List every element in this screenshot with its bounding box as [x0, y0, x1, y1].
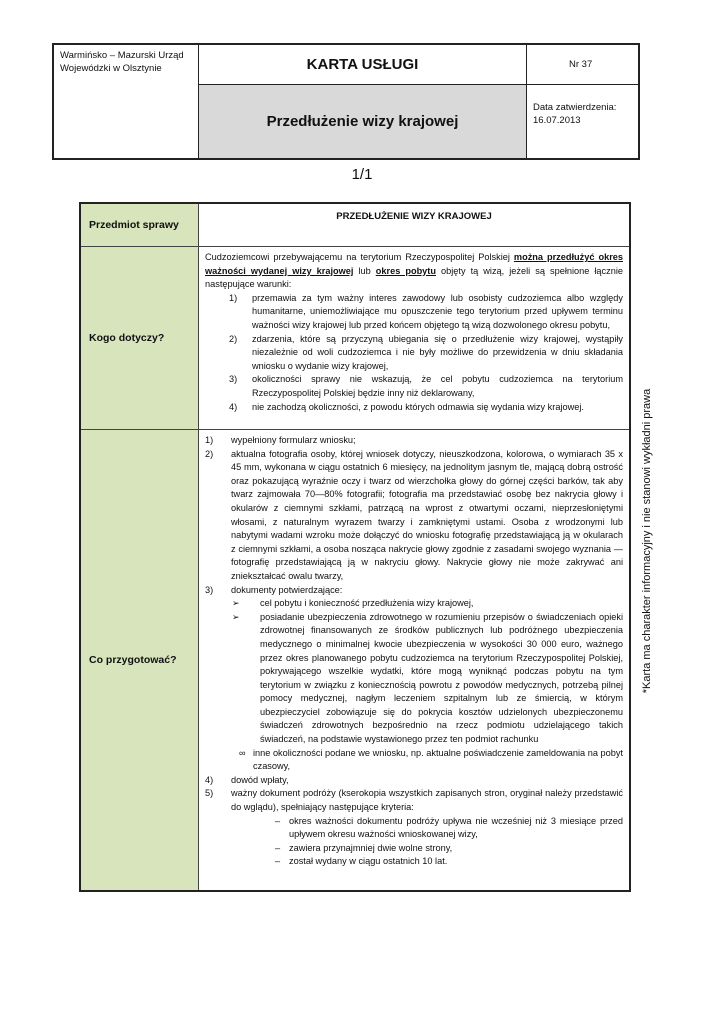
who-intro-text-1: Cudzoziemcowi przebywającemu na terytorium Rzeczypospolitej Polskiej	[205, 252, 514, 262]
who-condition-3	[205, 373, 623, 400]
prepare-subitem-insurance	[205, 611, 623, 747]
card-subtitle: Przedłużenie wizy krajowej	[199, 85, 527, 158]
row-subject	[81, 204, 629, 247]
organization-line-1: Warmińsko – Mazurski Urząd	[60, 50, 184, 61]
prepare-subitem-other	[205, 747, 623, 774]
card-number: Nr 37	[527, 45, 638, 85]
list-text: przemawia za tym ważny interes zawodowy lub osobisty cudzoziemca albo względy humanitarne, uniemożliwiające mu opuszczenie tego terytorium przed upływem terminu ważności wizy krajowej lub przed końcem objętego tą wizą dozwolonego okresu pobytu,	[252, 292, 623, 330]
side-note-text: *Karta ma charakter informacyjny i nie stanowi wykładni prawa	[641, 388, 653, 694]
prepare-criterion-2	[205, 842, 623, 856]
dash-bullet-icon: –	[275, 815, 281, 826]
infinity-bullet-icon: ∞	[239, 747, 246, 758]
side-note	[640, 376, 654, 706]
row-content-who	[199, 247, 629, 429]
prepare-subitem-purpose	[205, 597, 623, 611]
approval-date-cell	[527, 85, 638, 158]
row-content-subject	[199, 204, 629, 246]
list-text: zawiera przynajmniej dwie wolne strony,	[289, 842, 453, 853]
list-number: 3)	[205, 584, 214, 595]
who-condition-1	[205, 292, 623, 333]
prepare-item-1	[205, 434, 623, 448]
who-intro-bold-1: można przedłużyć okres ważności wydanej wizy krajowej	[205, 252, 623, 276]
list-text: zdarzenia, które są przyczyną ubiegania się o przedłużenie wizy krajowej, wystąpiły niezależnie od woli cudzoziemca i nie były możliwe do przewidzenia w dniu składania wniosku o wydanie wizy krajowej,	[252, 333, 623, 371]
row-prepare	[81, 430, 629, 890]
service-table	[79, 202, 631, 892]
list-number: 4)	[205, 774, 214, 785]
list-text: wypełniony formularz wniosku;	[231, 435, 356, 445]
prepare-item-2	[205, 448, 623, 584]
who-condition-2	[205, 333, 623, 374]
list-text: posiadanie ubezpieczenia zdrowotnego w rozumieniu przepisów o świadczeniach opieki zdrowotnej finansowanych ze środków publicznych lub podróżnego ubezpieczenia medycznego o minimalnej kwocie ubezpieczenia w wysokości 30 000 euro, ważnego przez okres planowanego pobytu cudzoziemca na terytorium Rzeczypospolitej Polskiej, pokrywającego wszelkie wydatki, które mogą wyniknąć podczas pobytu na tym terytorium w związku z koniecznością powrotu z powodów medycznych, potrzebą pilnej pomocy medycznej, nagłym leczeniem szpitalnym lub ze śmiercią, w którym ubezpieczyciel zobowiązuje się do pokrycia kosztów udzielonych ubezpieczonemu świadczeń zdrowotnych bezpośrednio na rzecz podmiotu udzielającego takich świadczeń, na podstawie wystawionego przez ten podmiot rachunku	[260, 611, 623, 745]
list-text: cel pobytu i konieczność przedłużenia wizy krajowej,	[260, 598, 474, 609]
list-text: okres ważności dokumentu podróży upływa nie wcześniej niż 3 miesiące przed upływem okresu ważności wnioskowanej wizy,	[289, 815, 623, 840]
list-text: został wydany w ciągu ostatnich 10 lat.	[289, 856, 448, 867]
list-number: 3)	[229, 374, 238, 385]
list-number: 2)	[229, 333, 238, 344]
list-text: dowód wpłaty,	[231, 774, 289, 785]
dash-bullet-icon: –	[275, 856, 281, 867]
list-number: 1)	[229, 292, 238, 303]
list-text: aktualna fotografia osoby, której wniosek dotyczy, nieuszkodzona, kolorowa, o wymiarach 35 x 45 mm, wykonana w ciągu ostatnich 6 miesięcy, na jednolitym jasnym tle, mającą dobrą ostrość oraz pokazującą wyraźnie oczy i twarz od wierzchołka głowy do górnej części barków, tak aby twarz zajmowała 70—80% fotografii; fotografia ma przedstawiać osobę bez nakrycia głowy i okularów z ciemnymi szkłami, patrzącą na wprost z otwartymi oczami, nieprzesłoniętymi włosami, z naturalnym wyrazem twarzy i zamkniętymi ustami. Osoba z wrodzonymi lub nabytymi wadami wzroku może dołączyć do wniosku fotografię przedstawiającą ją w okularach z ciemnymi szkłami, a osoba nosząca nakrycie głowy zgodnie z zasadami swojego wyznania — fotografię przedstawiającą ją w nakryciu głowy. Nakrycie głowy nie może zakrywać ani zniekształcać owalu twarzy,	[231, 448, 623, 581]
prepare-item-4	[205, 774, 623, 788]
row-content-prepare	[199, 430, 629, 890]
prepare-criterion-3	[205, 855, 623, 869]
prepare-item-5	[205, 787, 623, 814]
row-who	[81, 247, 629, 430]
list-text: inne okoliczności podane we wniosku, np. aktualne poświadczenie zameldowania na pobyt czasowy,	[253, 747, 623, 772]
arrow-bullet-icon: ➢	[232, 598, 240, 609]
list-number: 1)	[205, 435, 214, 445]
row-label-prepare: Co przygotować?	[81, 430, 199, 890]
prepare-criterion-1	[205, 815, 623, 842]
prepare-item-3	[205, 584, 623, 598]
who-intro	[205, 251, 623, 292]
card-title: KARTA USŁUGI	[199, 45, 527, 85]
list-text: ważny dokument podróży (kserokopia wszystkich zapisanych stron, oryginał należy przedstawić do wglądu), spełniający następujące kryteria:	[231, 788, 623, 813]
list-text: nie zachodzą okoliczności, z powodu których odmawia się wydania wizy krajowej.	[252, 401, 584, 412]
row-label-subject: Przedmiot sprawy	[81, 204, 199, 246]
list-number: 2)	[205, 448, 214, 459]
approval-date-value: 16.07.2013	[533, 115, 581, 126]
who-condition-4	[205, 401, 623, 415]
who-intro-bold-2: okres pobytu	[375, 265, 436, 276]
subject-value: PRZEDŁUŻENIE WIZY KRAJOWEJ	[336, 211, 492, 222]
arrow-bullet-icon: ➢	[232, 611, 240, 622]
who-intro-text-2: lub	[353, 265, 376, 276]
who-intro-text-3: objęty tą wizą, jeżeli są spełnione łącznie następujące warunki:	[205, 265, 623, 290]
organization-line-2: Wojewódzki w Olsztynie	[60, 63, 162, 74]
list-text: dokumenty potwierdzające:	[231, 584, 343, 595]
dash-bullet-icon: –	[275, 842, 281, 853]
list-number: 5)	[205, 788, 214, 799]
page-number: 1/1	[351, 166, 373, 183]
approval-date-label: Data zatwierdzenia:	[533, 102, 617, 113]
row-label-who: Kogo dotyczy?	[81, 247, 199, 429]
list-text: okoliczności sprawy nie wskazują, że cel pobytu cudzoziemca na terytorium Rzeczypospolitej Polskiej będzie inny niż deklarowany,	[252, 374, 623, 398]
organization-cell	[54, 45, 199, 158]
header-box	[52, 43, 640, 160]
list-number: 4)	[229, 401, 238, 412]
